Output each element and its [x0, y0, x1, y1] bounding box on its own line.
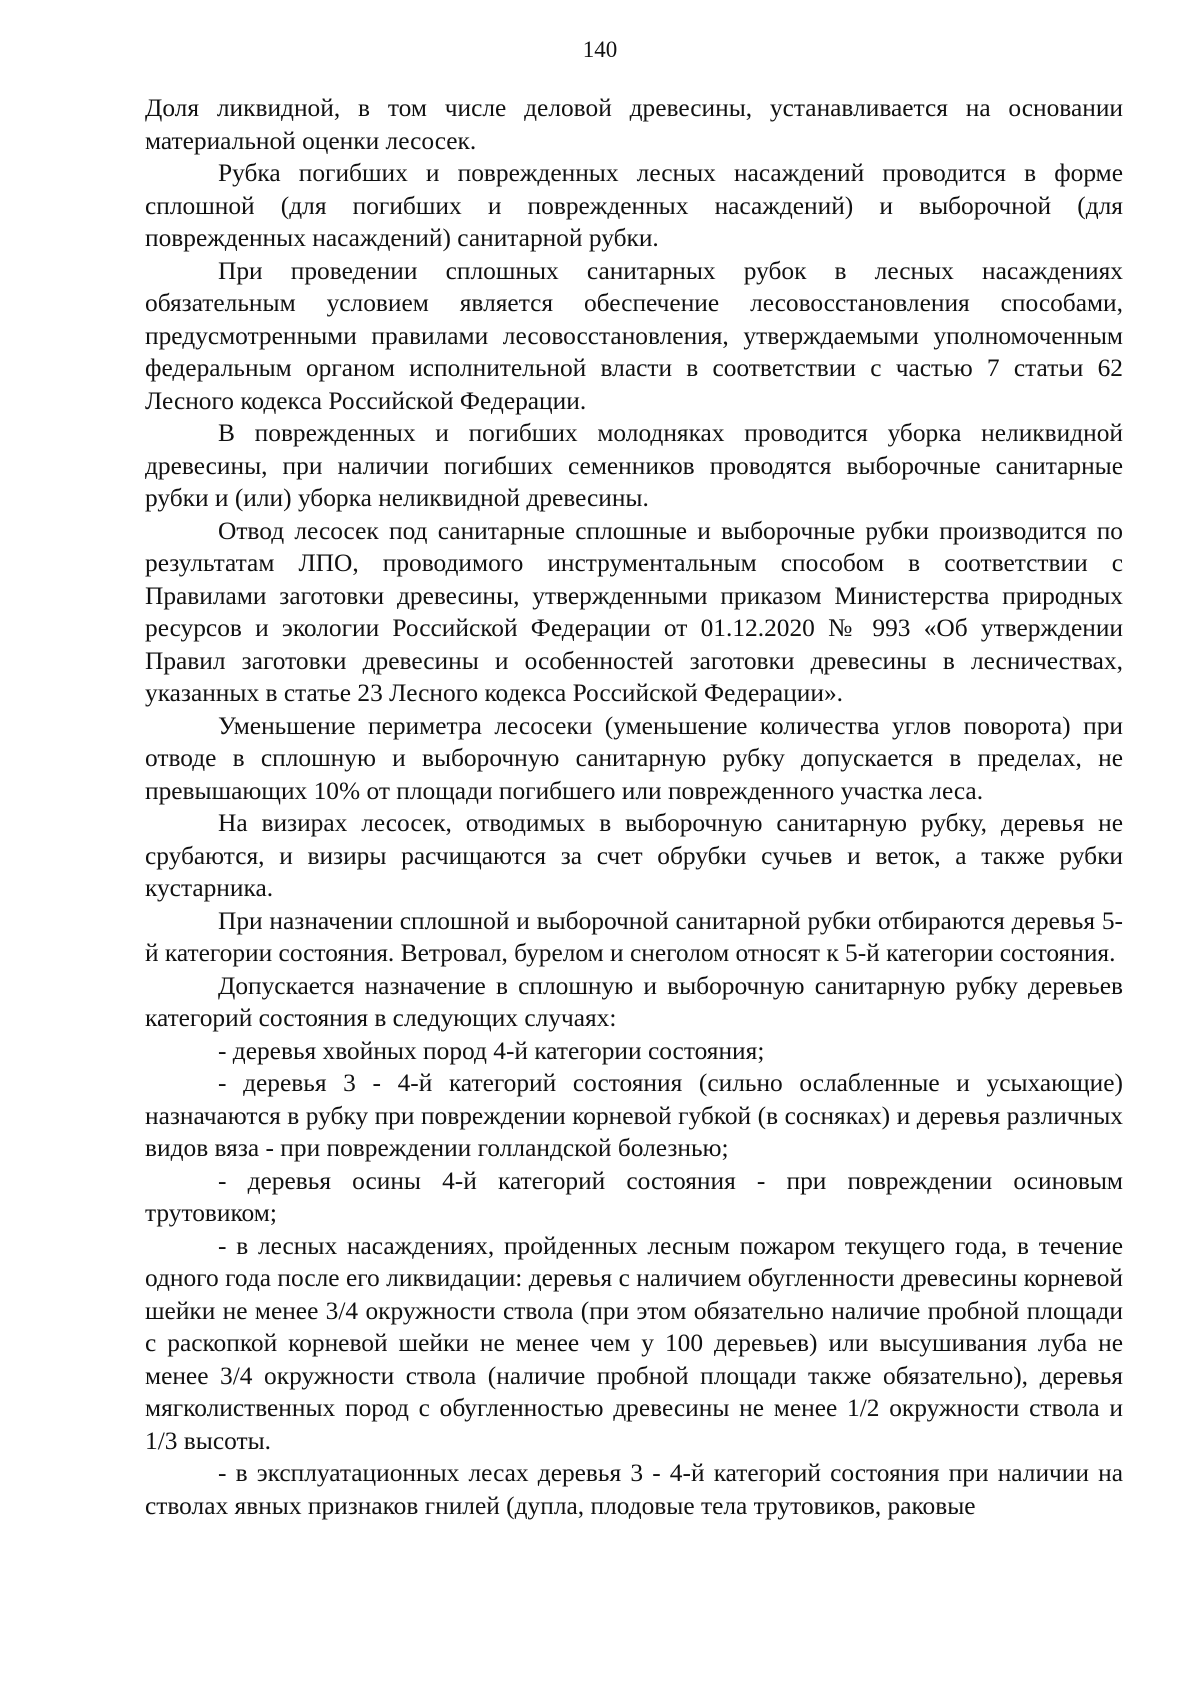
paragraph-sanitary-felling-form: Рубка погибших и поврежденных лесных насаждений проводится в форме сплошной (для погибших и поврежденных насаждений) и выборочной (для поврежденных насаждений) санитарной рубки. — [145, 159, 1123, 252]
list-item-root-fungus: - деревья 3 - 4-й категорий состояния (сильно ослабленные и усыхающие) назначаются в рубку при повреждении корневой губкой (в сосняках) и деревья различных видов вяза - при повреждении голландской болезнью; — [145, 1069, 1123, 1162]
list-item-exploitation-forests: - в эксплуатационных лесах деревья 3 - 4-й категорий состояния при наличии на стволах явных признаков гнилей (дупла, плодовые тела трутовиков, раковые — [145, 1459, 1123, 1520]
paragraph-cutting-area-allocation: Отвод лесосек под санитарные сплошные и выборочные рубки производится по результатам ЛПО, проводимого инструментальным способом в соответствии с Правилами заготовки древесины, утвержденными приказом Министерства природных ресурсов и экологии Российской Федерации от 01.12.2020 № 993 «Об утверждении Правил заготовки древесины и особенностей заготовки древесины в лесничествах, указанных в статье 23 Лесного кодекса Российской Федерации». — [145, 516, 1123, 707]
document-body — [145, 92, 1123, 1522]
paragraph-tree-selection: При назначении сплошной и выборочной санитарной рубки отбираются деревья 5-й категории состояния. Ветровал, бурелом и снеголом относят к 5-й категории состояния. — [145, 906, 1123, 967]
paragraph-reforestation-condition: При проведении сплошных санитарных рубок в лесных насаждениях обязательным условием является обеспечение лесовосстановления способами, предусмотренными правилами лесовосстановления, утверждаемыми уполномоченным федеральным органом исполнительной власти в соответствии с частью 7 статьи 62 Лесного кодекса Российской Федерации. — [145, 256, 1123, 415]
list-item-aspen: - деревья осины 4-й категорий состояния - при повреждении осиновым трутовиком; — [145, 1166, 1123, 1227]
list-item-wildfire: - в лесных насаждениях, пройденных лесным пожаром текущего года, в течение одного года после его ликвидации: деревья с наличием обугленности древесины корневой шейки не менее 3/4 окружности ствола (при этом обязательно наличие пробной площади с раскопкой корневой шейки не менее чем у 100 деревьев) или высушивания луба не менее 3/4 окружности ствола (наличие пробной площади также обязательно), деревья мягколиственных пород с обугленностью древесины не менее 1/2 окружности ствола и 1/3 высоты. — [145, 1231, 1123, 1455]
paragraph-liquid-wood-share: Доля ликвидной, в том числе деловой древесины, устанавливается на основании материальной оценки лесосек. — [145, 94, 1123, 155]
paragraph-young-stands-cleanup: В поврежденных и погибших молодняках проводится уборка неликвидной древесины, при наличии погибших семенников проводятся выборочные санитарные рубки и (или) уборка неликвидной древесины. — [145, 419, 1123, 512]
paragraph-allowed-cases-intro: Допускается назначение в сплошную и выборочную санитарную рубку деревьев категорий состояния в следующих случаях: — [145, 971, 1123, 1032]
list-item-coniferous: - деревья хвойных пород 4-й категории состояния; — [218, 1036, 765, 1065]
paragraph-perimeter-reduction: Уменьшение периметра лесосеки (уменьшение количества углов поворота) при отводе в сплошную и выборочную санитарную рубку допускается в пределах, не превышающих 10% от площади погибшего или поврежденного участка леса. — [145, 711, 1123, 805]
paragraph-survey-lines: На визирах лесосек, отводимых в выборочную санитарную рубку, деревья не срубаются, и визиры расчищаются за счет обрубки сучьев и веток, а также рубки кустарника. — [145, 809, 1123, 902]
page-number: 140 — [582, 37, 618, 62]
